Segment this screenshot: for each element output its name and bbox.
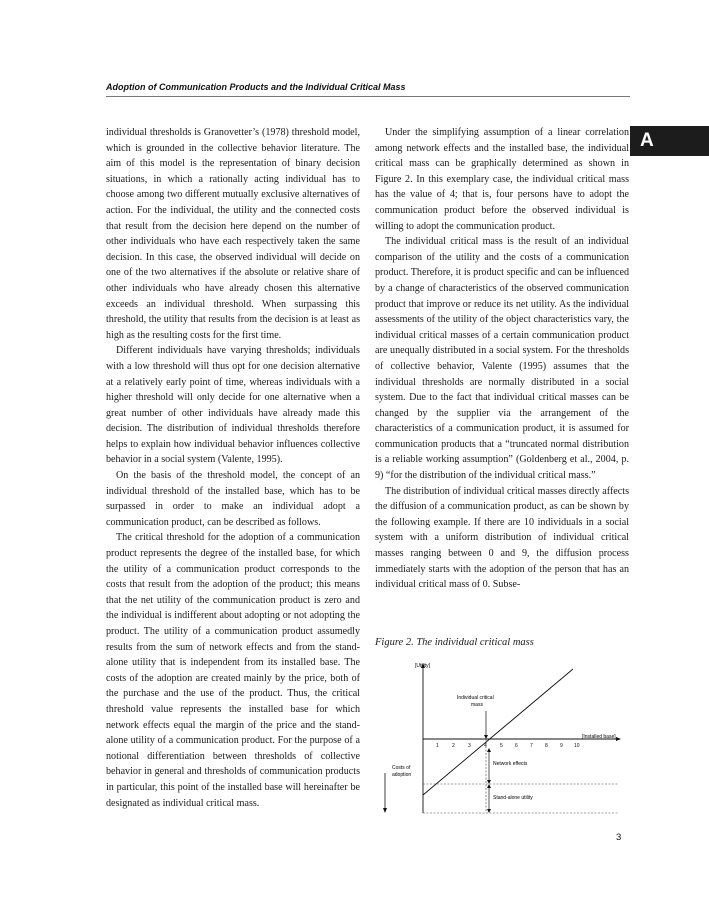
left-column	[106, 125, 360, 811]
paragraph: individual thresholds is Granovetter’s (1978) threshold model, which is grounded in the collective behavior literature. The aim of this model is the representation of binary decision situations, in which a rationally acting individual has to choose among two different mutually exclusive alternatives of action. For the individual, the utility and the connected costs that result from the decision here depend on the number of other individuals who have each respectively taken the same decision. In this case, the observed individual will decide on one of the two alternatives if the absolute or relative share of other individuals who have already chosen this alternative exceeds an individual threshold. When surpassing this threshold, the utility that results from the decision is at least as high as the resulting costs for the first time.	[106, 127, 360, 341]
x-axis-label: [Installed base]	[582, 734, 616, 740]
network-effects-bracket-head	[487, 748, 491, 752]
header-rule	[106, 96, 630, 97]
paragraph: On the basis of the threshold model, the concept of an individual threshold of the installed base, which has to be surpassed in order to make an individual adopt a communication product, can be described as follows.	[106, 470, 360, 528]
network-effects-label: Network effects	[493, 761, 528, 767]
standalone-label: Stand-alone utility	[493, 795, 533, 801]
critical-mass-pointer-head	[484, 735, 488, 739]
costs-arrow-head	[383, 808, 387, 813]
paragraph: The critical threshold for the adoption of a communication product represents the degree of the installed base, for which the utility of a communication product corresponds to the costs that result from the adoption of the product; this means that the net utility of the communication product is zero and the individual is indifferent about adopting or not adopting the product. The utility of a communication product assumedly results from the sum of network effects and from the stand-alone utility that is independent from its installed base. The costs of the adoption are created mainly by the price, both of the purchase and the use of the product. Thus, the critical threshold value represents the installed base for which network effects equal the margin of the price and the stand-alone utility of a communication product. For the purpose of a notional differentiation between thresholds of collective behavior in general and thresholds of communication products in particular, this point of the installed base will hereinafter be designated as individual critical mass.	[106, 532, 360, 809]
section-tab	[630, 126, 709, 156]
critical-mass-figure	[375, 655, 630, 825]
tick-labels	[436, 743, 580, 749]
critical-mass-label: mass	[471, 702, 483, 708]
y-axis-label: [Utility]	[415, 663, 430, 669]
tick-label: 4	[484, 743, 487, 749]
tick-label: 5	[500, 743, 503, 749]
costs-label: adoption	[392, 772, 412, 778]
paragraph: Different individuals have varying thresholds; individuals with a low threshold will thus opt for one decision alternative at a relatively early point of time, whereas individuals with a higher threshold will only decide for one alternative when a great number of other individuals have already made this decision. The distribution of individual thresholds therefore helps to explain how individual behavior influences collective behavior in a social system (Valente, 1995).	[106, 345, 360, 466]
paragraph: The distribution of individual critical masses directly affects the diffusion of a communication product, as can be shown by the following example. If there are 10 individuals in a social system with a uniform distribution of individual critical masses ranging between 0 and 9, the diffusion process immediately starts with the adoption of the person that has an individual critical mass of 0. Subse-	[375, 485, 629, 591]
tick-label: 6	[515, 743, 518, 749]
paragraph: The individual critical mass is the result of an individual comparison of the utility and the costs of a communication product. Therefore, it is product specific and can be influenced by a change of characteristics of the observed communication product that improve or reduce its net utility. As the individual assessments of the utility of the object characteristics vary, the individual critical masses of a certain communication product are unequally distributed in a social system. For the thresholds of collective behavior, Valente (1995) assumes that the individual thresholds are normally distributed in a social system. Due to the fact that individual critical masses can be changed by the supplier via the arrangement of the characteristics of a communication product, it is assumed for communication products that a “truncated normal distribution is a reliable working assumption” (Goldenberg et al., 2004, p. 9) “for the distribution of the individual critical mass.”	[375, 236, 629, 482]
tick-label: 8	[545, 743, 548, 749]
network-effects-bracket-foot	[487, 780, 491, 784]
standalone-bracket-head	[487, 784, 491, 788]
critical-mass-label: Individual critical	[457, 695, 494, 701]
section-letter: A	[640, 130, 654, 151]
tick-label: 9	[560, 743, 563, 749]
x-axis-arrow	[616, 737, 621, 741]
tick-label: 10	[574, 743, 580, 749]
tick-label: 2	[452, 743, 455, 749]
costs-label: Costs of	[392, 765, 411, 771]
network-effects-line	[423, 669, 573, 795]
running-header: Adoption of Communication Products and the Individual Critical Mass	[106, 82, 406, 92]
right-column	[375, 125, 629, 593]
paragraph: Under the simplifying assumption of a linear correlation among network effects and the installed base, the individual critical mass can be graphically determined as shown in Figure 2. In this exemplary case, the individual critical mass has the value of 4; that is, four persons have to adopt the communication product before the observed individual is willing to adopt the communication product.	[375, 127, 629, 232]
tick-label: 3	[468, 743, 471, 749]
page-number: 3	[616, 832, 622, 843]
tick-label: 1	[436, 743, 439, 749]
figure-caption: Figure 2. The individual critical mass	[375, 637, 534, 648]
tick-label: 7	[530, 743, 533, 749]
standalone-bracket-foot	[487, 809, 491, 813]
